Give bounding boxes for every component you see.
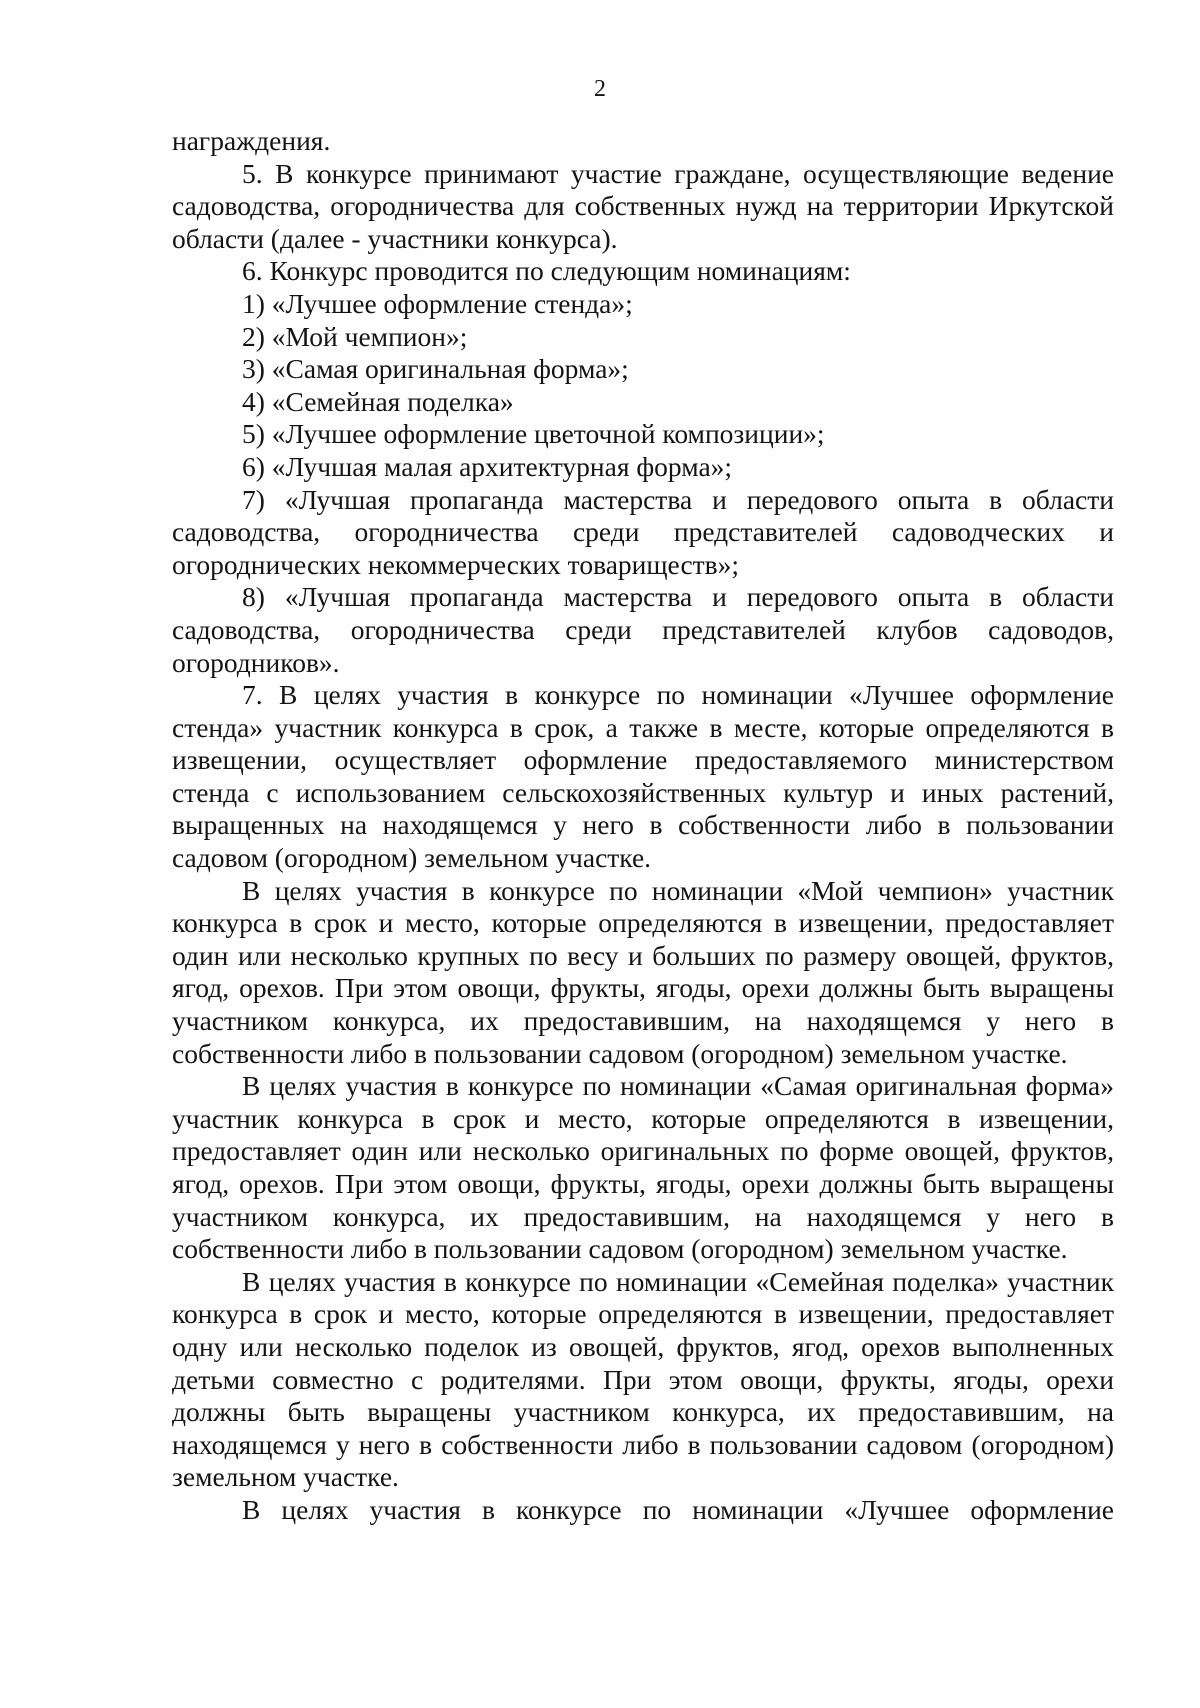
- nomination-2: 2) «Мой чемпион»;: [242, 320, 468, 352]
- nomination-5: 5) «Лучшее оформление цветочной композиции»;: [242, 418, 825, 450]
- document-body: [172, 125, 1114, 1527]
- paragraph-original-form: В целях участия в конкурсе по номинации «Самая оригинальная форма» участник конкурса в срок и место, которые определяются в извещении, предоставляет один или несколько оригинальных по форме овощей, фруктов, ягод, орехов. При этом овощи, фрукты, ягоды, орехи должны быть выращены участником конкурса, их предоставившим, на находящемся у него в собственности либо в пользовании садовом (огородном) земельном участке.: [172, 1070, 1114, 1265]
- paragraph-item-6: 6. Конкурс проводится по следующим номинациям:: [242, 255, 851, 287]
- nomination-4: 4) «Семейная поделка»: [242, 385, 514, 417]
- nomination-7: 7) «Лучшая пропаганда мастерства и передового опыта в области садоводства, огородничества среди представителей садоводческих и огороднических некоммерческих товариществ»;: [172, 483, 1114, 580]
- page-number: 2: [594, 76, 606, 102]
- nomination-6: 6) «Лучшая малая архитектурная форма»;: [242, 450, 733, 482]
- paragraph-continuation: награждения.: [172, 125, 331, 156]
- nomination-3: 3) «Самая оригинальная форма»;: [242, 353, 629, 385]
- paragraph-family-craft: В целях участия в конкурсе по номинации «Семейная поделка» участник конкурса в срок и место, которые определяются в извещении, предоставляет одну или несколько поделок из овощей, фруктов, ягод, орехов выполненных детьми совместно с родителями. При этом овощи, фрукты, ягоды, орехи должны быть выращены участником конкурса, их предоставившим, на находящемся у него в собственности либо в пользовании садовом (огородном) земельном участке.: [172, 1265, 1114, 1493]
- paragraph-item-7: 7. В целях участия в конкурсе по номинации «Лучшее оформление стенда» участник конкурса в срок, а также в месте, которые определяются в извещении, осуществляет оформление предоставляемого министерством стенда с использованием сельскохозяйственных культур и иных растений, выращенных на находящемся у него в собственности либо в пользовании садовом (огородном) земельном участке.: [172, 679, 1114, 874]
- nomination-1: 1) «Лучшее оформление стенда»;: [242, 287, 633, 319]
- paragraph-item-5: 5. В конкурсе принимают участие граждане, осуществляющие ведение садоводства, огородничества для собственных нужд на территории Иркутской области (далее - участники конкурса).: [172, 157, 1114, 254]
- paragraph-my-champion: В целях участия в конкурсе по номинации «Мой чемпион» участник конкурса в срок и место, которые определяются в извещении, предоставляет один или несколько крупных по весу и больших по размеру овощей, фруктов, ягод, орехов. При этом овощи, фрукты, ягоды, орехи должны быть выращены участником конкурса, их предоставившим, на находящемся у него в собственности либо в пользовании садовом (огородном) земельном участке.: [172, 874, 1114, 1069]
- paragraph-best-design-continued: В целях участия в конкурсе по номинации «Лучшее оформление: [242, 1493, 1114, 1525]
- nomination-8: 8) «Лучшая пропаганда мастерства и передового опыта в области садоводства, огородничества среди представителей клубов садоводов, огородников».: [172, 581, 1114, 678]
